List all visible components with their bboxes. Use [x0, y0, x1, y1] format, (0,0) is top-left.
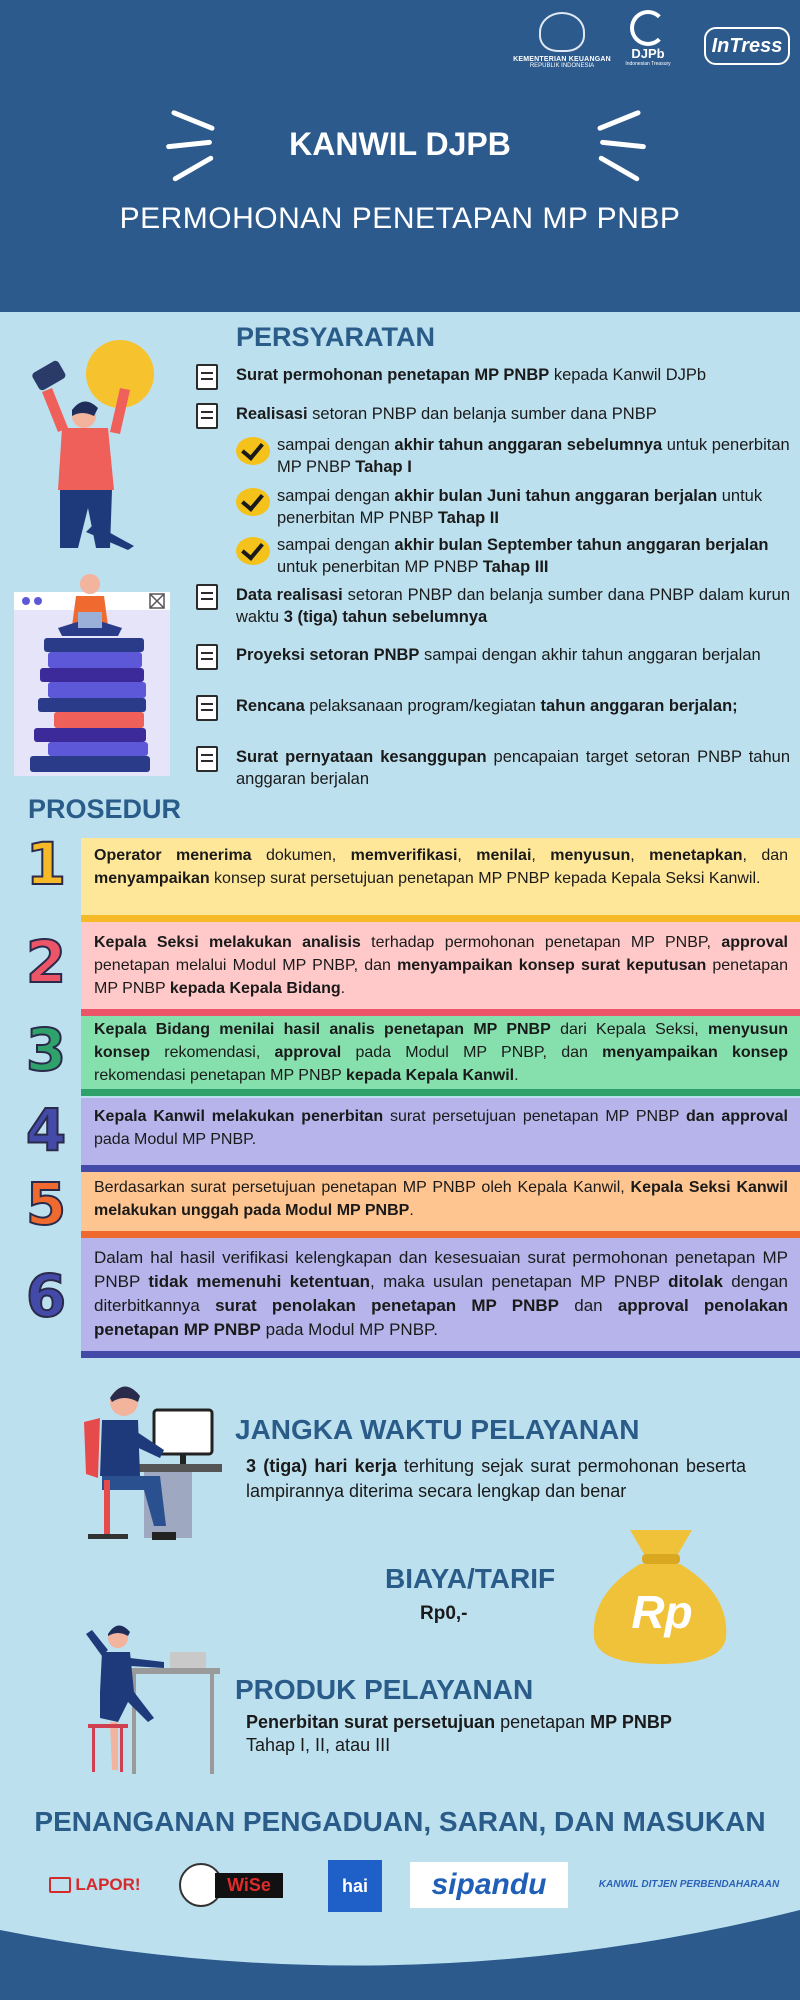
- intress-logo: InTress: [704, 27, 790, 65]
- prosedur-heading: PROSEDUR: [28, 794, 182, 824]
- requirement-text: Data realisasi setoran PNBP dan belanja sumber dana PNBP dalam kurun waktu 3 (tiga) tahun sebelumnya: [236, 586, 791, 626]
- step-1: [81, 838, 800, 922]
- djpb-mark-icon: [630, 10, 666, 46]
- step-6-text: Dalam hal hasil verifikasi kelengkapan dan kesesuaian surat permohonan penetapan MP PNBP tidak memenuhi ketentuan, maka usulan penetapan MP PNBP ditolak dengan diterbitkannya surat penolakan penetapan MP PNBP dan approval penolakan penetapan MP PNBP pada Modul MP PNBP.: [94, 1248, 788, 1339]
- requirement-text: Rencana pelaksanaan program/kegiatan tahun anggaran berjalan;: [236, 697, 738, 715]
- requirement-item-3: [196, 584, 790, 632]
- hai-logo[interactable]: hai: [328, 1860, 382, 1912]
- jangka-waktu-heading: JANGKA WAKTU PELAYANAN: [235, 1414, 640, 1445]
- djpb-tagline: Indonesian Treasury: [625, 61, 671, 67]
- requirement-item-2: [196, 403, 790, 433]
- page-subtitle: PERMOHONAN PENETAPAN MP PNBP: [119, 202, 681, 235]
- header-banner: [0, 0, 800, 312]
- biaya-heading: BIAYA/TARIF: [385, 1563, 556, 1594]
- djpb-name: DJPb: [631, 46, 665, 61]
- requirement-item-4: [196, 644, 790, 692]
- step-6-bar: [81, 1351, 800, 1358]
- step-1-text: Operator menerima dokumen, memverifikasi, menilai, menyusun, menetapkan, dan menyampaikan konsep surat persetujuan penetapan MP PNBP kepada Kepala Seksi Kanwil.: [94, 847, 789, 887]
- step-3: [81, 1016, 800, 1096]
- step-4: [81, 1098, 800, 1172]
- pengaduan-heading: PENANGANAN PENGADUAN, SARAN, DAN MASUKAN: [34, 1806, 766, 1837]
- requirement-subitem-3: [236, 534, 790, 580]
- requirement-item-5: [196, 695, 790, 743]
- step-6: [81, 1238, 800, 1358]
- step-number-4: 4: [25, 1096, 67, 1164]
- desk-worker-illustration: [78, 1384, 224, 1546]
- step-number-3: 3: [25, 1016, 67, 1084]
- step-5-bar: [81, 1231, 800, 1238]
- step-4-bar: [81, 1165, 800, 1172]
- step-2-text: Kepala Seksi melakukan analisis terhadap permohonan penetapan MP PNBP, approval penetapan melalui Modul MP PNBP, dan menyampaikan konsep surat keputusan penetapan MP PNBP kepada Kepala Bidang.: [94, 934, 788, 997]
- checkmark-icon: [236, 437, 270, 465]
- requirement-text: Realisasi setoran PNBP dan belanja sumber dana PNBP: [236, 405, 657, 423]
- kemenkeu-line2: REPUBLIK INDONESIA: [529, 63, 595, 69]
- money-bag-label: Rp: [631, 1586, 693, 1638]
- jangka-waktu-text: 3 (tiga) hari kerja terhitung sejak surat permohonan beserta lampirannya diterima secara lengkap dan benar: [246, 1456, 746, 1501]
- subitem-text: sampai dengan akhir bulan Juni tahun anggaran berjalan untuk penerbitan MP PNBP Tahap II: [277, 487, 763, 527]
- garuda-emblem-icon: [539, 12, 585, 52]
- money-bag-icon: [590, 1524, 732, 1666]
- idea-person-illustration: [28, 336, 158, 550]
- requirement-subitem-2: [236, 485, 790, 531]
- document-icon: [196, 644, 218, 670]
- requirement-text: Proyeksi setoran PNBP sampai dengan akhir tahun anggaran berjalan: [236, 646, 761, 664]
- wise-label: WiSe: [215, 1873, 283, 1898]
- step-3-bar: [81, 1089, 800, 1096]
- footer-wave: [0, 1900, 800, 2000]
- checkmark-icon: [236, 537, 270, 565]
- sipandu-logo[interactable]: sipandu: [410, 1862, 568, 1908]
- subitem-text: sampai dengan akhir tahun anggaran sebelumnya untuk penerbitan MP PNBP Tahap I: [277, 436, 790, 476]
- kemenkeu-line1: KEMENTERIAN KEUANGAN: [513, 56, 611, 63]
- produk-text: Penerbitan surat persetujuan penetapan MP PNBP Tahap I, II, atau III: [246, 1712, 672, 1755]
- chat-bubble-icon: [49, 1877, 71, 1893]
- document-icon: [196, 746, 218, 772]
- page-title: KANWIL DJPB: [289, 126, 511, 162]
- document-icon: [196, 403, 218, 429]
- step-3-text: Kepala Bidang menilai hasil analis penetapan MP PNBP dari Kepala Seksi, menyusun konsep rekomendasi, approval pada Modul MP PNBP, dan menyampaikan konsep rekomendasi penetapan MP PNBP kepada Kepala Kanwil.: [94, 1021, 789, 1084]
- persyaratan-heading: PERSYARATAN: [236, 322, 436, 352]
- requirement-text: Surat permohonan penetapan MP PNBP kepada Kanwil DJPb: [236, 366, 707, 384]
- djpb-logo: [620, 10, 676, 67]
- step-number-2: 2: [25, 928, 67, 996]
- step-number-5: 5: [25, 1170, 67, 1238]
- requirement-text: Surat pernyataan kesanggupan pencapaian target setoran PNBP tahun anggaran berjalan: [236, 748, 790, 788]
- books-person-illustration: [14, 570, 174, 776]
- kemenkeu-logo: [512, 12, 612, 69]
- step-5: [81, 1172, 800, 1238]
- subitem-text: sampai dengan akhir bulan September tahun anggaran berjalan untuk penerbitan MP PNBP Tahap III: [277, 536, 769, 576]
- document-icon: [196, 695, 218, 721]
- laptop-worker-illustration: [80, 1624, 222, 1776]
- step-1-bar: [81, 915, 800, 922]
- step-number-6: 6: [25, 1262, 67, 1330]
- produk-heading: PRODUK PELAYANAN: [235, 1674, 534, 1705]
- requirement-item-1: [196, 364, 790, 394]
- step-5-text: Berdasarkan surat persetujuan penetapan MP PNBP oleh Kepala Kanwil, Kepala Seksi Kanwil melakukan unggah pada Modul MP PNBP.: [94, 1179, 789, 1219]
- document-icon: [196, 584, 218, 610]
- checkmark-icon: [236, 488, 270, 516]
- kanwil-ditjen-logo[interactable]: KANWIL DITJEN PERBENDAHARAAN: [598, 1879, 780, 1890]
- step-number-1: 1: [25, 830, 67, 898]
- lapor-label: LAPOR!: [75, 1875, 141, 1894]
- document-icon: [196, 364, 218, 390]
- requirement-item-6: [196, 746, 790, 794]
- step-4-text: Kepala Kanwil melakukan penerbitan surat persetujuan penetapan MP PNBP dan approval pada Modul MP PNBP.: [94, 1108, 788, 1148]
- requirement-subitem-1: [236, 434, 790, 480]
- step-2-bar: [81, 1009, 800, 1016]
- biaya-value: Rp0,-: [420, 1603, 468, 1624]
- step-2: [81, 922, 800, 1016]
